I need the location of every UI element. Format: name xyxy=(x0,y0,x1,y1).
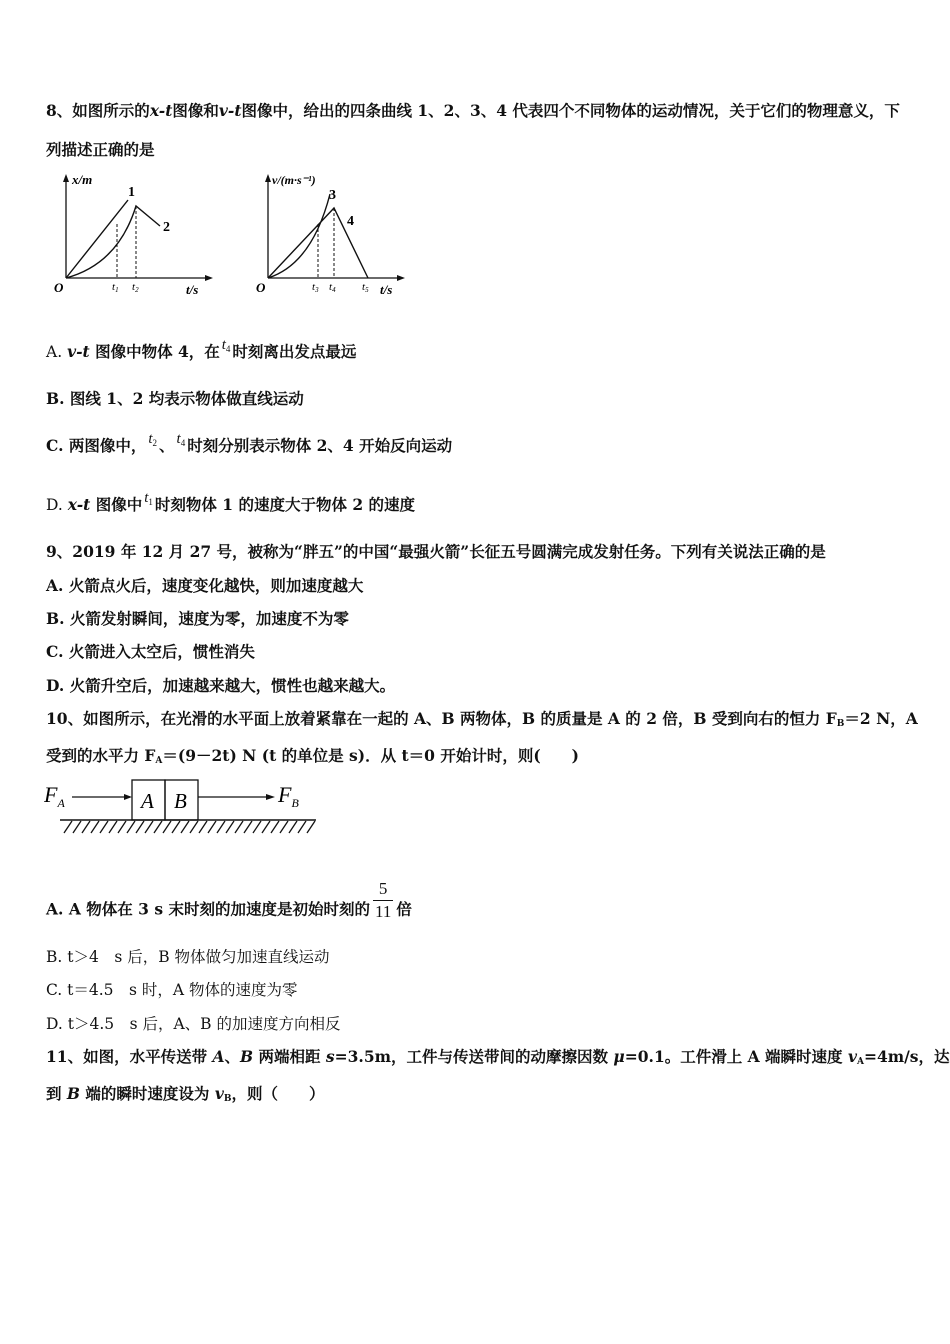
q8-text: 如图所示的 xyxy=(72,101,150,120)
hatch-mark xyxy=(172,821,180,833)
ground-hatch xyxy=(64,821,315,833)
hatch-mark xyxy=(280,821,288,833)
hatch-mark xyxy=(217,821,225,833)
hatch-mark xyxy=(235,821,243,833)
hatch-mark xyxy=(298,821,306,833)
hatch-mark xyxy=(145,821,153,833)
t4-label: t4 xyxy=(329,281,336,294)
q10-option-c: C. t＝4.5 s 时，A 物体的速度为零 xyxy=(46,981,298,999)
q8-number: 8、 xyxy=(46,101,73,120)
q10-option-a: A. A 物体在 3 s 末时刻的加速度是初始时刻的 $\frac{5}{11}$ 倍 xyxy=(46,879,412,921)
hatch-mark xyxy=(181,821,189,833)
q8-option-a: A. v-t 图像中物体 4，在 $t_4$ 时刻离出发点最远 xyxy=(46,337,357,361)
q11-stem-line2: 到 B 端的瞬时速度设为 $v_B$，则（ ） xyxy=(46,1084,325,1104)
blocks-figure xyxy=(44,778,324,842)
hatch-mark xyxy=(226,821,234,833)
xt-y-label: x/m xyxy=(72,172,93,187)
q10-stem-line1: 10、如图所示，在光滑的水平面上放着紧靠在一起的 A、B 两物体，B 的质量是 A 的 2 倍，B 受到向右的恒力 $F_B=2$ N，A xyxy=(46,709,918,729)
q9-option-d: D. 火箭升空后，加速越来越大，惯性也越来越大。 xyxy=(46,676,396,695)
hatch-mark xyxy=(118,821,126,833)
hatch-mark xyxy=(100,821,108,833)
q8-text: 图像和 xyxy=(172,101,219,120)
curve-2-label: 2 xyxy=(163,220,170,235)
curve-3-label: 3 xyxy=(329,188,336,203)
hatch-mark xyxy=(271,821,279,833)
t3-label: t3 xyxy=(312,281,319,294)
fa-arrowhead xyxy=(124,794,132,800)
hatch-mark xyxy=(190,821,198,833)
curve-2 xyxy=(66,206,160,278)
hatch-mark xyxy=(244,821,252,833)
vt-y-label: v/(m·s⁻¹) xyxy=(272,173,316,187)
q8-option-c: C. 两图像中， $t_2$ 、 $t_4$ 时刻分别表示物体 2、4 开始反向运动 xyxy=(46,431,453,455)
q8-option-d: D. x-t 图像中 $t_1$ 时刻物体 1 的速度大于物体 2 的速度 xyxy=(46,490,416,514)
t4-symbol: $t_4$ xyxy=(176,431,186,448)
q11-stem-line1: 11、如图，水平传送带 A、B 两端相距 s=3.5m，工件与传送带间的动摩擦因数 μ=0.1。工件滑上 A 端瞬时速度 $v_A=4m/s$，达 xyxy=(46,1047,950,1067)
xt-x-label: t/s xyxy=(186,282,199,297)
block-a-label: A xyxy=(141,789,154,813)
hatch-mark xyxy=(262,821,270,833)
vt-symbol: v-t xyxy=(218,101,242,120)
q9-option-c: C. 火箭进入太空后，惯性消失 xyxy=(46,642,255,661)
hatch-mark xyxy=(127,821,135,833)
xt-y-arrow xyxy=(63,174,69,182)
hatch-mark xyxy=(73,821,81,833)
hatch-mark xyxy=(253,821,261,833)
vt-y-arrow xyxy=(265,174,271,182)
vt-graph xyxy=(250,168,420,300)
q8-stem-line2 xyxy=(46,140,910,160)
t5-label: t5 xyxy=(362,281,369,294)
hatch-mark xyxy=(136,821,144,833)
vt-x-label: t/s xyxy=(380,282,393,297)
fb-arrowhead xyxy=(266,794,275,800)
xt-symbol: x-t xyxy=(149,101,173,120)
t4-symbol: $t_4$ xyxy=(221,337,231,354)
q10-option-d: D. t＞4.5 s 后，A、B 的加速度方向相反 xyxy=(46,1015,341,1033)
hatch-mark xyxy=(154,821,162,833)
hatch-mark xyxy=(64,821,72,833)
q9-option-b: B. 火箭发射瞬间，速度为零，加速度不为零 xyxy=(46,609,349,628)
vt-origin: O xyxy=(256,280,266,295)
hatch-mark xyxy=(289,821,297,833)
t1-label: t1 xyxy=(112,281,119,294)
q9-stem: 9、2019 年 12 月 27 号，被称为“胖五”的中国“最强火箭”长征五号圆满完成发射任务。下列有关说法正确的是 xyxy=(46,542,826,561)
hatch-mark xyxy=(82,821,90,833)
fb-label: $F_B$ xyxy=(278,782,299,810)
hatch-mark xyxy=(91,821,99,833)
vt-x-arrow xyxy=(397,275,405,281)
xt-graph xyxy=(48,168,228,300)
q8-text: 列描述正确的是 xyxy=(46,140,155,159)
q8-text: 图像中，给出的四条曲线 1、2、3、4 代表四个不同物体的运动情况，关于它们的物理意义，下 xyxy=(241,101,900,120)
curve-1-label: 1 xyxy=(128,185,135,200)
curve-4-label: 4 xyxy=(347,214,354,229)
hatch-mark xyxy=(208,821,216,833)
t2-symbol: $t_2$ xyxy=(148,431,158,448)
fraction-5-11: $\frac{5}{11}$ xyxy=(374,879,392,921)
q8-option-b: B. 图线 1、2 均表示物体做直线运动 xyxy=(46,389,304,408)
hatch-mark xyxy=(163,821,171,833)
block-b-label: B xyxy=(174,789,187,813)
fa-label: $F_A$ xyxy=(44,782,65,810)
curve-3 xyxy=(268,194,330,278)
q10-option-b: B. t＞4 s 后，B 物体做匀加速直线运动 xyxy=(46,948,330,966)
q9-option-a: A. 火箭点火后，速度变化越快，则加速度越大 xyxy=(46,576,364,595)
hatch-mark xyxy=(199,821,207,833)
curve-1 xyxy=(66,200,128,278)
q10-stem-line2: 受到的水平力 $F_A=(9-2t)$ N (t 的单位是 s)．从 t＝0 开始计时，则( ) xyxy=(46,746,579,766)
hatch-mark xyxy=(307,821,315,833)
t2-label: t2 xyxy=(132,281,139,294)
xt-x-arrow xyxy=(205,275,213,281)
xt-origin: O xyxy=(54,280,64,295)
t1-symbol: $t_1$ xyxy=(144,490,153,507)
hatch-mark xyxy=(109,821,117,833)
q8-stem-line1 xyxy=(46,101,910,121)
